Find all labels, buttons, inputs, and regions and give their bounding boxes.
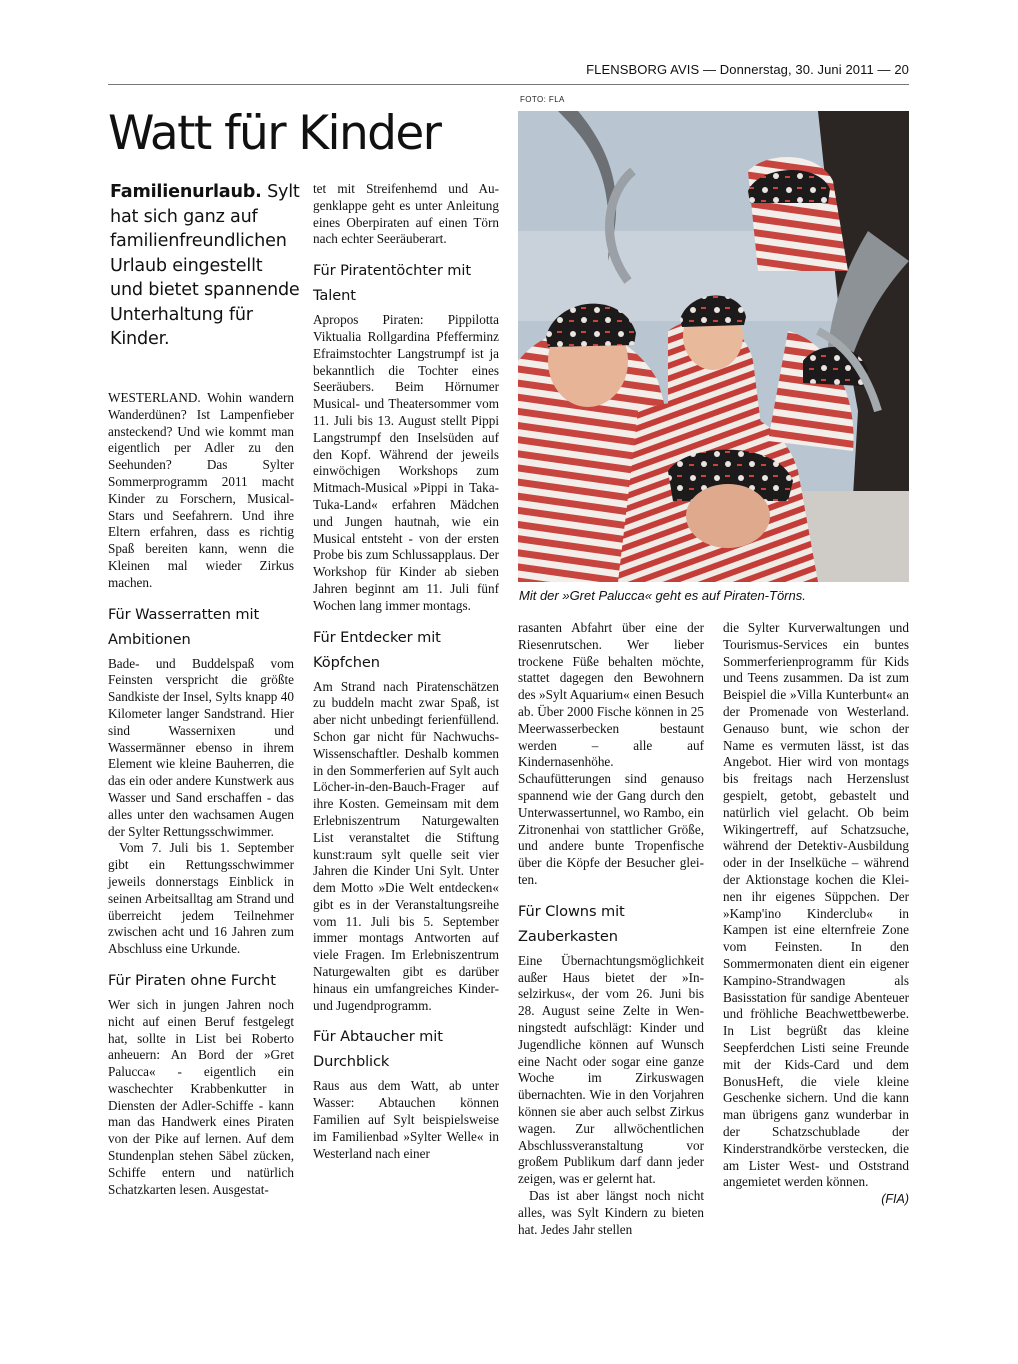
body-paragraph: Raus aus dem Watt, ab unter Wasser: Abtauchen können Familien auf Sylt beispielsweise im Familienbad »Sylter Welle« in Westerland nach einer: [313, 1078, 499, 1161]
subheading: Für Wasserratten mit Ambitionen: [108, 605, 260, 648]
body-paragraph: Eine Übernachtungsmöglichkeit außer Haus bietet der »Inselzirkus«, der vom 26. Juni bis 28. August seine Zelte in Wenningstedt aufschlägt: Kinder und Jugendliche können auf Wunsch eine Nacht oder sogar eine ganze Woche im Zirkuswagen übernachten. Wie in den Vorjahren können sie aber auch selbst Zirkus wagen. Zur allwöchentlichen Abschlussveranstaltung vor großem Publikum darf dann jeder zeigen, was er gelernt hat.: [518, 952, 704, 1187]
header-rule: [108, 84, 909, 85]
body-paragraph: WESTERLAND. Wohin wandern Wanderdünen? Ist Lampenfieber ansteckend? Und wie kommt man eigentlich per Adler zu den Seehunden? Das Sylter Sommerprogramm 2011 macht Kinder zu Forschern, Musical-Stars und Seefahrern. Und ihre Eltern erfahren, dass es richtig Spaß bereiten kann, wenn die Kleinen mal wieder Zirkus machen.: [108, 390, 294, 590]
author-signature: (FIA): [881, 1192, 909, 1207]
headline: Watt für Kinder: [108, 106, 441, 161]
body-paragraph: Vom 7. Juli bis 1. September gibt ein Rettungsschwimmer jeweils donnerstags Einblick in seinen Arbeitsalltag am Strand und überreicht jedem Teilnehmer zwischen acht und 16 Jahren zum Abschluss eine Urkunde.: [108, 840, 294, 957]
subheading: Für Piratentöchter mit Talent: [313, 262, 471, 305]
photo-caption: Mit der »Gret Palucca« geht es auf Piraten-Törns.: [519, 588, 806, 603]
article-column-1: [108, 390, 294, 1198]
lead-text: Sylt hat sich ganz auf familienfreundlichen Urlaub eingestellt und bietet spannende Unterhaltung für Kinder.: [110, 182, 300, 349]
newspaper-header: FLENSBORG AVIS — Donnerstag, 30. Juni 2011 — 20: [586, 62, 909, 77]
subheading: Für Entdecker mit Köpfchen: [313, 628, 441, 671]
photo-illustration: [518, 111, 909, 582]
body-paragraph: Am Strand nach Piratenschätzen zu buddeln macht zwar Spaß, ist aber nicht unbedingt ferienfüllend. Schon gar nicht für Nachwuchs-Wissenschaftler. Deshalb kommen in den Sommerferien auf Sylt auch Löcher-in-den-Bauch-Frager auf ihre Kosten. Gemeinsam mit dem Erlebniszentrum Naturgewalten List veranstaltet die Stiftung kunst:raum sylt quelle seit vier Jahren die Kinder Uni Sylt. Unter dem Motto »Die Welt entdecken« gibt es in der Veranstaltungsreihe vom 11. Juli bis 5. September immer montags Antworten auf viele Fragen. Im Erlebniszentrum Naturgewalten gibt es darüber hinaus ein umfangreiches Kinder- und Jugendprogramm.: [313, 678, 499, 1013]
article-column-2: [313, 181, 499, 1162]
article-column-4: [723, 620, 909, 1208]
body-paragraph: Bade- und Buddelspaß vom Feinsten verspricht die größte Sandkiste der Insel, Sylts knapp 40 Kilometer langer Sandstrand. Hier sind Wassernixen und Wassermänner ebenso in ihrem Element wie kleine Bauherren, die das ein oder andere Kunstwerk aus Wasser und Sand erschaffen - das alles unter den wachsamen Augen der Sylter Rettungsschwimmer.: [108, 655, 294, 839]
lead-paragraph: [110, 180, 300, 352]
pirate-children-photo: [518, 111, 909, 582]
body-paragraph: Wer sich in jungen Jahren noch nicht auf einen Beruf festgelegt hat, sollte in List bei Roberto anheuern: An Bord der »Gret Palucca« - eigentlich ein waschechter Krabbenkutter in Diensten der Adler-Schiffe - kann man das Handwerk eines Piraten von der Pike auf lernen. Auf dem Stundenplan stehen Säbel zücken, Schiffe entern und natürlich Schatzkarten lesen. Ausgestat-: [108, 996, 294, 1197]
subheading: Für Piraten ohne Furcht: [108, 971, 276, 989]
subheading: Für Abtaucher mit Durchblick: [313, 1028, 443, 1071]
body-paragraph: Das ist aber längst noch nicht alles, was Sylt Kindern zu bieten hat. Jedes Jahr stellen: [518, 1187, 704, 1237]
body-paragraph: rasanten Abfahrt über eine der Riesenrutschen. Wer lieber trockene Füße behalten möchte, stattet dagegen den Bewohnern des »Sylt Aquarium« einen Besuch ab. Über 2000 Fische können in 25 Meerwasserbecken bestaunt werden – alle auf Kindernasenhöhe. Schaufütterungen sind genauso spannend wie der Gang durch den Unterwassertunnel, wo Rambo, ein Zitronenhai von stattlicher Größe, und andere bunte Tropenfische über die Köpfe der Besucher gleiten.: [518, 620, 704, 887]
body-paragraph: tet mit Streifenhemd und Augenklappe geht es unter Anleitung eines Oberpiraten auf einen Törn nach echter Seeräuberart.: [313, 181, 499, 247]
article-column-3: [518, 620, 704, 1238]
photo-credit: FOTO: FLA: [520, 95, 565, 104]
body-paragraph: Apropos Piraten: Pippilotta Viktualia Rollgardina Pfefferminz Efraimstochter Langstrumpf ist ja bekanntlich die Tochter eines Seeräubers. Beim Hörnumer Musical- und Theatersommer vom 11. Juli bis 13. August stellt Pippi Langstrumpf den Inselsüden auf den Kopf. Während der jeweils einwöchigen Workshops zum Mitmach-Musical »Pippi in Taka-Tuka-Land« erfahren Mädchen und Jungen hautnah, wie ein Musical entsteht - von der ersten Probe bis zum Schlussapplaus. Der Workshop für Kinder ab sieben Jahren beginnt am 11. Juli fünf Wochen lang immer montags.: [313, 312, 499, 613]
subheading: Für Clowns mit Zauberkasten: [518, 902, 625, 945]
lead-keyword: Familienurlaub.: [110, 182, 262, 202]
body-paragraph: die Sylter Kurverwaltungen und Tourismus-Services ein buntes Sommerferienprogramm für Kids und Teens zusammen. Da ist zum Beispiel die »Villa Kunterbunt« an der Promenade von Westerland. Genauso bunt, wie schon der Name es vermuten lässt, ist das Angebot. Hier wird von montags bis freitags nach Herzenslust gespielt, getobt, gebastelt und natürlich viel gelacht. Ob beim Wikingertreff, auf Schatzsuche, während der Detektiv-Ausbildung oder in der Inselküche – während der Aktionstage kochen die Kleinen ihr eigenes Süppchen. Der »Kamp'ino Kinderclub« in Kampen ist eine elternfreie Zone vom Feinsten. In den Sommermonaten dient ein eigener Kampino-Strandwagen als Basisstation für sandige Abenteuer und fröhliche Beachwettbewerbe. In List begrüßt das kleine Seepferdchen Listi seine Freunde mit der Kids-Card und dem BonusHeft, die viele kleine Geschenke sichern. Und die kann man übrigens ganz wunderbar in der Schatzschublade der Kinderstrandkörbe verstecken, die am Lister West- und Oststrand angemietet werden können.: [723, 620, 909, 1190]
